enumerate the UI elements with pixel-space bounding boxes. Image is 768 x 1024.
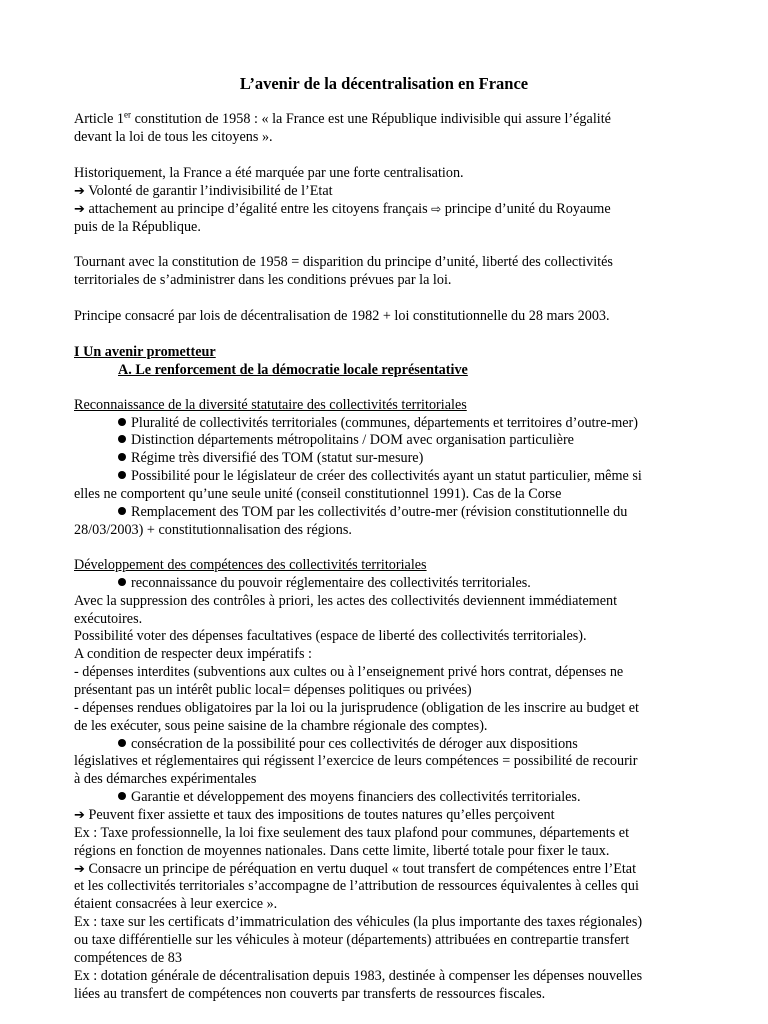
bullet-icon bbox=[118, 435, 126, 443]
paragraph-line: puis de la République. bbox=[74, 219, 201, 235]
bullet-icon bbox=[118, 578, 126, 586]
paragraph-line: A condition de respecter deux impératifs : bbox=[74, 646, 312, 662]
topic-heading: Développement des compétences des collectivités territoriales bbox=[74, 557, 427, 573]
superscript: er bbox=[124, 109, 132, 120]
bullet-item bbox=[118, 789, 581, 807]
paragraph-line: à des démarches expérimentales bbox=[74, 771, 257, 787]
paragraph-line: exécutoires. bbox=[74, 611, 143, 627]
right-arrow-icon: ➔ bbox=[74, 184, 85, 199]
right-arrow-icon: ➔ bbox=[74, 202, 85, 217]
paragraph-line: législatives et réglementaires qui régissent l’exercice de leurs compétences = possibilité de recourir bbox=[74, 753, 638, 769]
paragraph-line: de les exécuter, sous peine saisine de la chambre régionale des comptes). bbox=[74, 718, 488, 734]
right-arrow-icon: ➔ bbox=[74, 862, 85, 877]
text-span: Volonté de garantir l’indivisibilité de l’Etat bbox=[84, 183, 333, 199]
paragraph-line: territoriales de s’administrer dans les conditions prévues par la loi. bbox=[74, 272, 452, 288]
paragraph-line bbox=[74, 111, 611, 129]
paragraph-line: - dépenses interdites (subventions aux cultes ou à l’enseignement privé hors contrat, dépenses ne bbox=[74, 664, 624, 680]
bullet-item bbox=[118, 736, 578, 754]
bullet-item bbox=[118, 504, 627, 522]
bullet-icon bbox=[118, 507, 126, 515]
text-span: Consacre un principe de péréquation en vertu duquel « tout transfert de compétences entre l’Etat bbox=[84, 861, 637, 877]
bullet-item bbox=[118, 575, 531, 593]
paragraph-line: Ex : Taxe professionnelle, la loi fixe seulement des taux plafond pour communes, départements et bbox=[74, 825, 630, 841]
paragraph-line: Ex : dotation générale de décentralisation depuis 1983, destinée à compenser les dépenses nouvelles bbox=[74, 968, 643, 984]
paragraph-line: Tournant avec la constitution de 1958 = disparition du principe d’unité, liberté des collectivités bbox=[74, 254, 613, 270]
paragraph-line: régions en fonction de moyennes nationales. Dans cette limite, liberté totale pour fixer le taux. bbox=[74, 843, 610, 859]
text-span: principe d’unité du Royaume bbox=[441, 201, 611, 217]
paragraph-line: Historiquement, la France a été marquée par une forte centralisation. bbox=[74, 165, 464, 181]
bullet-item bbox=[118, 450, 423, 468]
text-span: Garantie et développement des moyens financiers des collectivités territoriales. bbox=[131, 789, 581, 805]
paragraph-line bbox=[74, 861, 636, 879]
paragraph-line: et les collectivités territoriales s’accompagne de l’attribution de ressources équivalentes à celles qui bbox=[74, 878, 639, 894]
paragraph-line: devant la loi de tous les citoyens ». bbox=[74, 129, 273, 145]
topic-heading: Reconnaissance de la diversité statutaire des collectivités territoriales bbox=[74, 397, 467, 413]
paragraph-line: présentant pas un intérêt public local= dépenses politiques ou privées) bbox=[74, 682, 472, 698]
text-span: attachement au principe d’égalité entre les citoyens français bbox=[84, 201, 432, 217]
text-span: Possibilité pour le législateur de créer des collectivités ayant un statut particulier, même si bbox=[131, 468, 642, 484]
text-span: Régime très diversifié des TOM (statut sur-mesure) bbox=[131, 450, 424, 466]
paragraph-line: ou taxe différentielle sur les véhicules à moteur (départements) attribuées en contrepartie transfert bbox=[74, 932, 630, 948]
text-span: Article 1 bbox=[74, 111, 125, 127]
text-span: reconnaissance du pouvoir réglementaire des collectivités territoriales. bbox=[131, 575, 531, 591]
bullet-icon bbox=[118, 453, 126, 461]
text-span: consécration de la possibilité pour ces collectivités de déroger aux dispositions bbox=[131, 736, 578, 752]
paragraph-line: - dépenses rendues obligatoires par la loi ou la jurisprudence (obligation de les inscrire au budget et bbox=[74, 700, 639, 716]
paragraph-line: Possibilité voter des dépenses facultatives (espace de liberté des collectivités territoriales). bbox=[74, 628, 587, 644]
bullet-icon bbox=[118, 739, 126, 747]
text-span: Remplacement des TOM par les collectivités d’outre-mer (révision constitutionnelle du bbox=[131, 504, 628, 520]
paragraph-line: elles ne comportent qu’une seule unité (conseil constitutionnel 1991). Cas de la Corse bbox=[74, 486, 562, 502]
paragraph-line bbox=[74, 807, 555, 825]
paragraph-line: Principe consacré par lois de décentralisation de 1982 + loi constitutionnelle du 28 mars 2003. bbox=[74, 308, 610, 324]
document-title: L’avenir de la décentralisation en France bbox=[239, 74, 529, 93]
text-span: Distinction départements métropolitains / DOM avec organisation particulière bbox=[131, 432, 574, 448]
section-heading: I Un avenir prometteur bbox=[74, 344, 216, 360]
text-span: Peuvent fixer assiette et taux des impositions de toutes natures qu’elles perçoivent bbox=[84, 807, 555, 823]
bullet-item bbox=[118, 415, 638, 433]
paragraph-line: liées au transfert de compétences non couverts par transferts de ressources fiscales. bbox=[74, 986, 546, 1002]
text-span: Pluralité de collectivités territoriales (communes, départements et territoires d’outre-mer) bbox=[131, 415, 639, 431]
bullet-icon bbox=[118, 792, 126, 800]
paragraph-line: Ex : taxe sur les certificats d’immatriculation des véhicules (la plus importante des taxes régionales) bbox=[74, 914, 643, 930]
paragraph-line: 28/03/2003) + constitutionnalisation des régions. bbox=[74, 522, 352, 538]
subsection-heading: A. Le renforcement de la démocratie locale représentative bbox=[118, 362, 468, 378]
paragraph-line bbox=[74, 201, 611, 219]
paragraph-line: compétences de 83 bbox=[74, 950, 182, 966]
bullet-icon bbox=[118, 418, 126, 426]
text-span: constitution de 1958 : « la France est une République indivisible qui assure l’égalité bbox=[131, 111, 611, 127]
right-arrow-icon: ➔ bbox=[74, 808, 85, 823]
hollow-arrow-icon: ⇨ bbox=[431, 202, 442, 216]
bullet-icon bbox=[118, 471, 126, 479]
bullet-item bbox=[118, 468, 642, 486]
bullet-item bbox=[118, 432, 574, 450]
paragraph-line bbox=[74, 183, 333, 201]
paragraph-line: Avec la suppression des contrôles à priori, les actes des collectivités deviennent immédiatement bbox=[74, 593, 618, 609]
paragraph-line: étaient consacrées à leur exercice ». bbox=[74, 896, 278, 912]
